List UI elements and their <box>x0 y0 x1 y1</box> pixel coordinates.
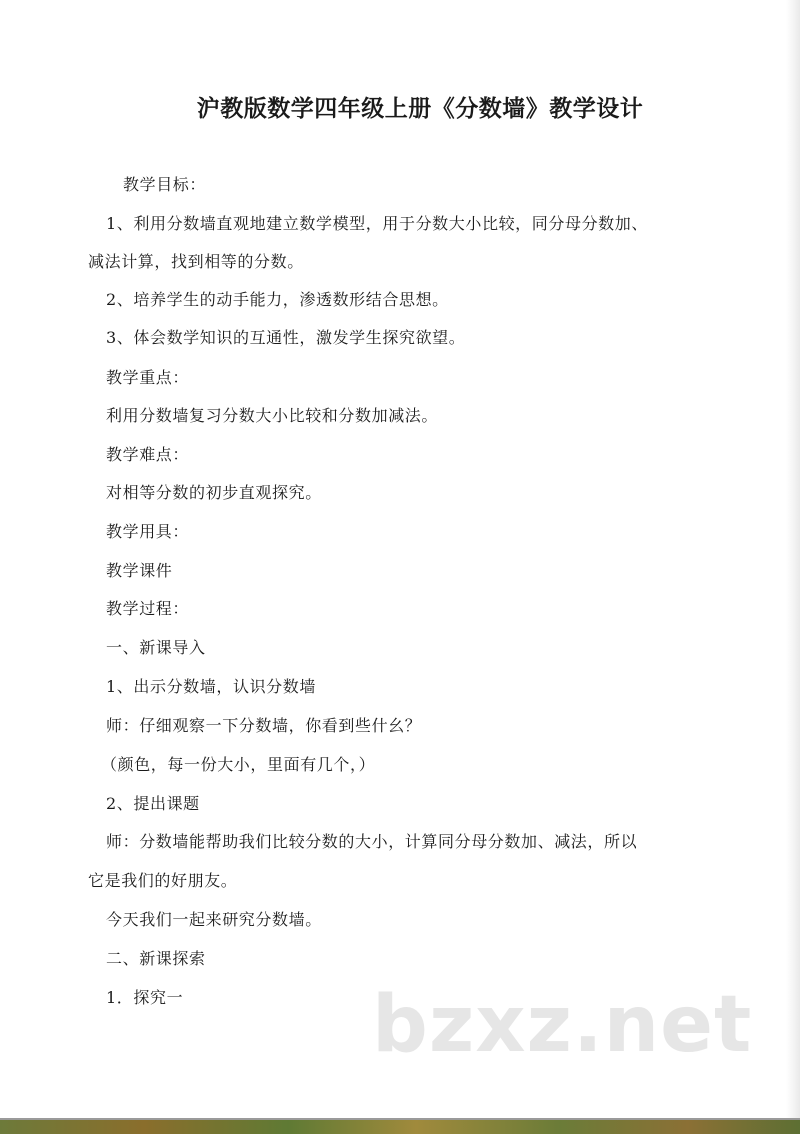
page-divider <box>0 1118 800 1120</box>
paragraph-key-point-heading: 教学重点： <box>106 368 190 387</box>
paragraph-teacher-intro: 师：分数墙能帮助我们比较分数的大小，计算同分母分数加、减法，所以 <box>106 832 638 851</box>
watermark-logo: bzxz.net <box>372 980 753 1070</box>
paragraph-process-heading: 教学过程： <box>106 599 190 618</box>
paragraph-step-1: 1、出示分数墙，认识分数墙 <box>106 677 316 696</box>
paragraph-tools: 教学课件 <box>106 561 173 580</box>
paragraph-objective-1: 1、利用分数墙直观地建立数学模型，用于分数大小比较，同分母分数加、 <box>106 214 648 233</box>
paragraph-tools-heading: 教学用具： <box>106 522 190 541</box>
page-edge <box>786 0 800 1118</box>
paragraph-difficulty-heading: 教学难点： <box>106 445 190 464</box>
paragraph-teacher-intro-cont: 它是我们的好朋友。 <box>88 871 238 890</box>
paragraph-section-1: 一、新课导入 <box>106 638 206 657</box>
paragraph-key-point: 利用分数墙复习分数大小比较和分数加减法。 <box>106 406 439 425</box>
paragraph-student-answer: （颜色，每一份大小，里面有几个，） <box>101 755 376 774</box>
paragraph-teacher-question: 师：仔细观察一下分数墙，你看到些什幺？ <box>106 716 422 735</box>
bottom-image-strip <box>0 1118 800 1134</box>
paragraph-difficulty: 对相等分数的初步直观探究。 <box>106 483 322 502</box>
paragraph-step-2: 2、提出课题 <box>106 794 200 813</box>
document-title: 沪教版数学四年级上册《分数墙》教学设计 <box>196 96 644 122</box>
paragraph-objectives-heading: 教学目标： <box>123 175 207 194</box>
paragraph-section-2: 二、新课探索 <box>106 949 206 968</box>
paragraph-explore-1: 1．探究一 <box>106 988 184 1007</box>
paragraph-today: 今天我们一起来研究分数墙。 <box>106 910 322 929</box>
paragraph-objective-3: 3、体会数学知识的互通性，激发学生探究欲望。 <box>106 328 466 347</box>
paragraph-objective-1-cont: 减法计算，找到相等的分数。 <box>88 252 304 271</box>
paragraph-objective-2: 2、培养学生的动手能力，渗透数形结合思想。 <box>106 290 449 309</box>
